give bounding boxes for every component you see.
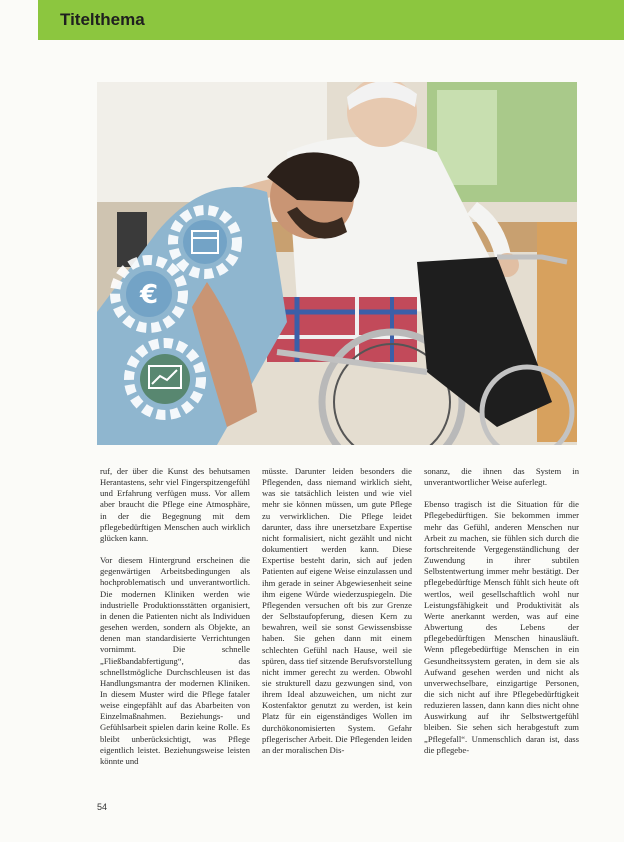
paragraph: sonanz, die ihnen das System in unverantwortlicher Weise auferlegt. [424, 466, 579, 488]
paragraph: müsste. Darunter leiden besonders die Pflegenden, dass niemand wirklich sieht, was sie tatsächlich leisten und wie viel mehr sie können müssen, um gute Pflege zu verwirklichen. Die Pflege leidet darunter, dass ihre unersetzbare Expertise nicht formalisiert, nicht gezählt und nicht dokumentiert werden kann. Diese Expertise besteht darin, sich auf jeden Patienten auf eigene Weise einzulassen und ihm gerade in seiner Abgewiesenheit seine ihm eigene Würde wiederzuspiegeln. Die Pflegenden versuchen oft bis zur Grenze der Selbstaufopferung, diesen Kern zu bewahren, weil sie sonst Gewissensbisse haben. Sie gehen dann mit einem schlechten Gefühl nach Hause, weil sie spüren, dass tief sitzende Berufsvorstellung nicht immer gerecht zu werden. Obwohl sie strukturell dazu gezwungen sind, von ihrem Ideal abzuweichen, um nicht zur Kostenfaktor genutzt zu werden, ist kein Platz für ein eigenständiges Wollen im durchökonomisierten System. Gefahr pflegerischer Arbeit. Die Pflegenden leiden an der moralischen Dis- [262, 466, 412, 755]
section-title: Titelthema [60, 10, 145, 29]
text-column-3 [424, 466, 579, 756]
text-column-1 [100, 466, 250, 767]
paragraph: ruf, der über die Kunst des behutsamen Herantastens, sehr viel Fingerspitzengefühl und Erfahrung verfügen muss. Vor allem aber braucht die Pflege eine Atmosphäre, in der die Begegnung mit dem pflegebedürftigen Menschen auch wirklich glücken kann. [100, 466, 250, 543]
svg-text:€: € [139, 280, 159, 310]
paragraph: Ebenso tragisch ist die Situation für die Pflegebedürftigen. Sie bekommen immer mehr das Gefühl, anderen Menschen nur Arbeit zu machen, sie fühlen sich durch die fortschreitende Vergegenständlichung der Zuwendung in ihrer subtilen Selbstentwertung immer mehr bestätigt. Der pflegebedürftige Mensch fühlt sich heute oft wertlos, weil gesellschaftlich wohl nur Leistungsfähigkeit und Produktivität als Werte anerkannt werden, was auf eine Abwertung des Lebens der pflegebedürftigen Menschen hinausläuft. Wenn pflegebedürftige Menschen in ein Gesundheitssystem geraten, in dem sie als Aufwand gesehen werden und nicht als unverwechselbare, einzigartige Personen, die sich nicht auf ihre Pflegebedürftigkeit reduzieren lassen, dann kann dies nicht ohne Auswirkung auf ihr Selbstwertgefühl bleiben. Sie sehen sich herabgestuft zum „Pflegefall“. Unmenschlich daran ist, dass die pflegebe- [424, 499, 579, 755]
cover-photo [97, 82, 577, 445]
page-number: 54 [97, 802, 108, 812]
paragraph: Vor diesem Hintergrund erscheinen die gegenwärtigen Arbeitsbedingungen als hochproblematisch und unverantwortlich. Die modernen Kliniken werden wie industrielle Produktionsstätten organisiert, in denen die Patienten nicht als Individuen gesehen werden, sondern als Objekte, an denen man standardisierte Verrichtungen vornimmt. Die schnelle „Fließbandabfertigung“, das schnellstmögliche Durchschleusen ist das Handlungsmantra der modernen Kliniken. In diesem Muster wird die Pflege fataler weise eingepfählt auf das Abarbeiten von Einzelmaßnahmen. Beziehungs- und Gefühlsarbeit spielen darin keine Rolle. Es bleibt unberücksichtigt, was Pflege eigentlich leistet. Beziehungsweise leisten könnte und [100, 555, 250, 766]
text-column-2 [262, 466, 412, 756]
